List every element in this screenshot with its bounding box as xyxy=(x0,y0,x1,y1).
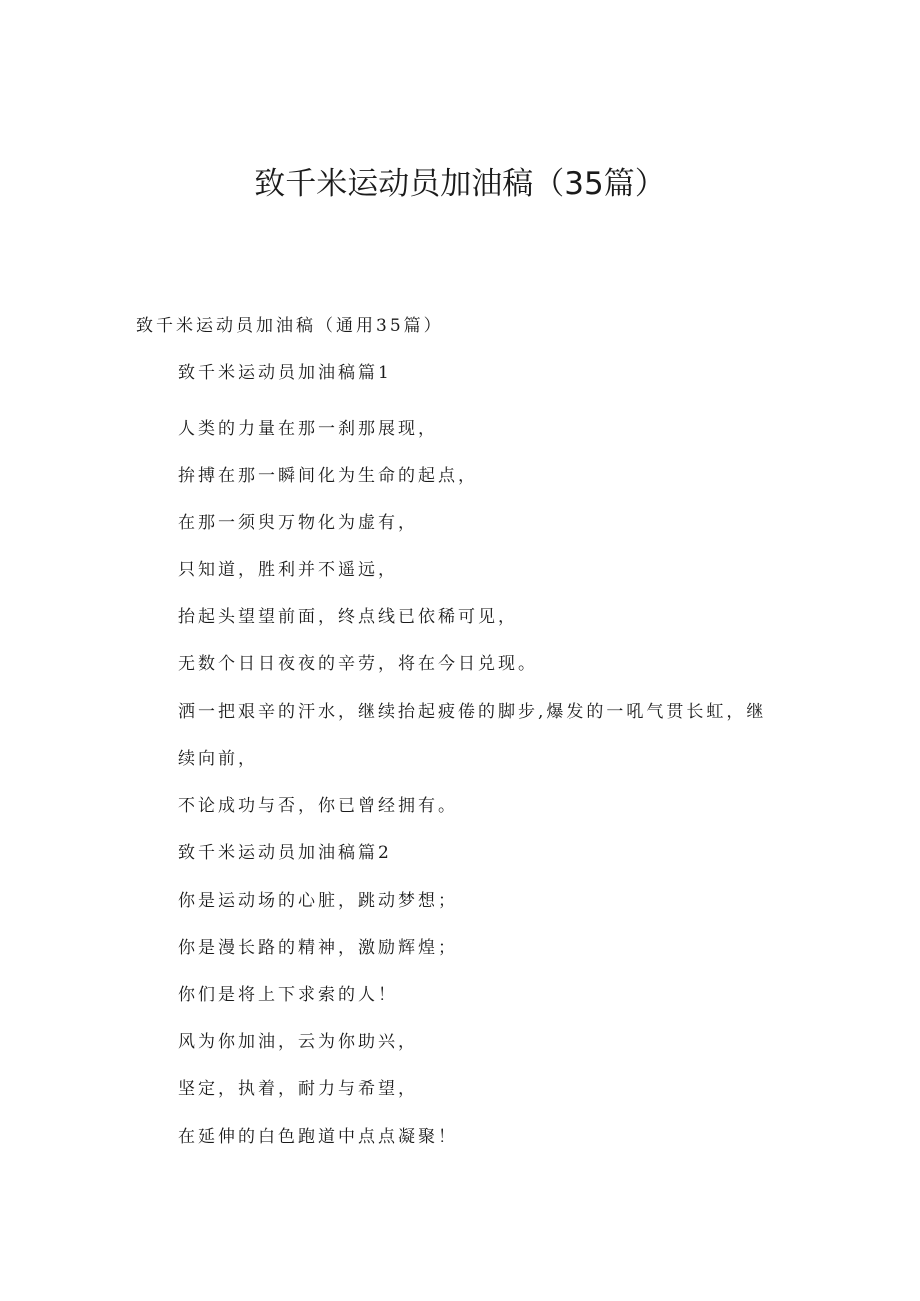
text-line: 风为你加油，云为你助兴， xyxy=(178,1032,418,1052)
text-line: 你是运动场的心脏，跳动梦想； xyxy=(178,891,458,911)
text-line: 无数个日日夜夜的辛劳，将在今日兑现。 xyxy=(178,654,538,674)
document-subtitle: 致千米运动员加油稿（通用35篇） xyxy=(136,316,444,336)
text-line: 抬起头望望前面，终点线已依稀可见， xyxy=(178,607,518,627)
document-title: 致千米运动员加油稿（35篇） xyxy=(254,166,666,202)
text-line: 只知道，胜利并不遥远， xyxy=(178,560,398,580)
section-heading: 致千米运动员加油稿篇1 xyxy=(178,363,392,383)
section-heading: 致千米运动员加油稿篇2 xyxy=(178,843,392,863)
text-line: 你是漫长路的精神，激励辉煌； xyxy=(178,938,458,958)
text-line: 在延伸的白色跑道中点点凝聚！ xyxy=(178,1127,458,1147)
text-line: 人类的力量在那一刹那展现， xyxy=(178,419,438,439)
text-line: 坚定，执着，耐力与希望， xyxy=(178,1079,418,1099)
text-line: 续向前， xyxy=(178,749,258,769)
text-line: 拚搏在那一瞬间化为生命的起点， xyxy=(178,466,478,486)
text-line: 你们是将上下求索的人！ xyxy=(178,985,398,1005)
text-line: 洒一把艰辛的汗水，继续抬起疲倦的脚步,爆发的一吼气贯长虹，继 xyxy=(178,702,767,722)
text-line: 不论成功与否，你已曾经拥有。 xyxy=(178,796,458,816)
text-line: 在那一须臾万物化为虚有， xyxy=(178,513,418,533)
